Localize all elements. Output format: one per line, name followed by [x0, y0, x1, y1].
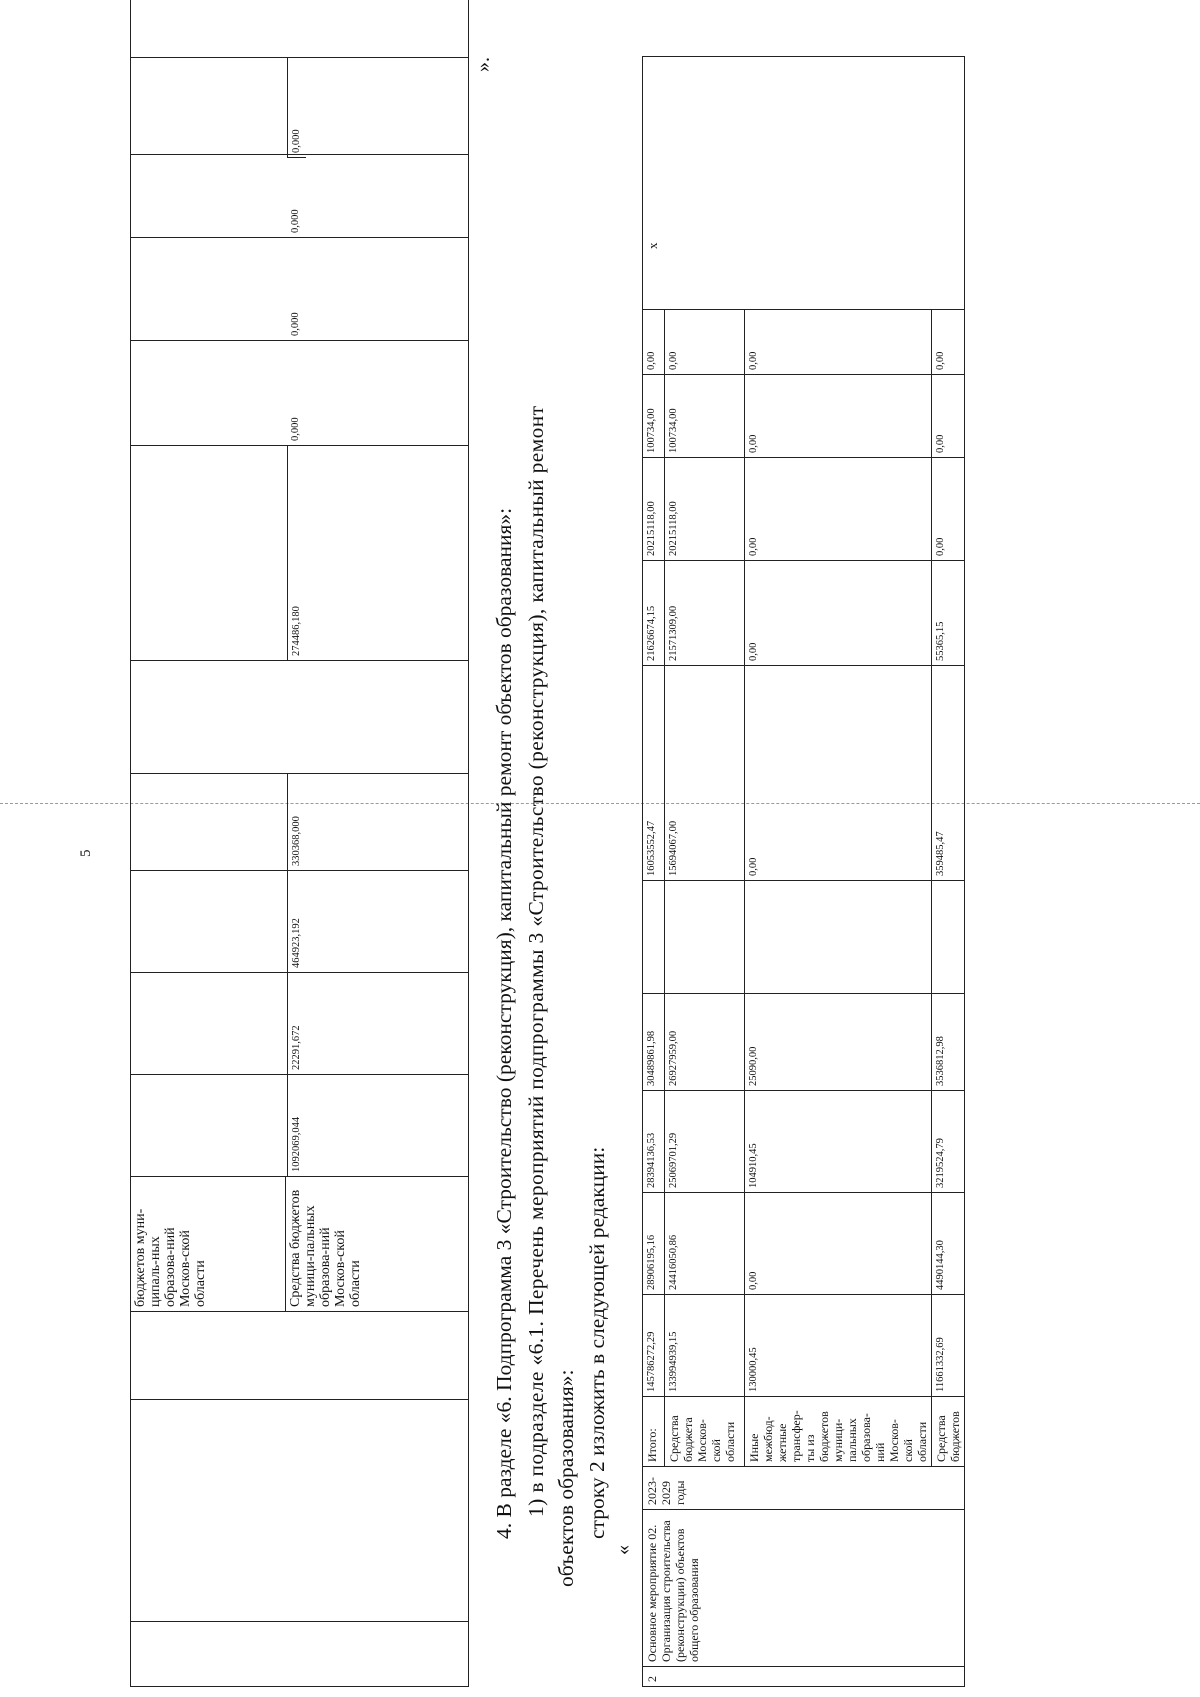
- top-col-measure: [131, 1400, 469, 1622]
- municipal-last: 0,00: [932, 310, 965, 375]
- total-empty: [643, 881, 665, 994]
- total-last: 0,00: [643, 310, 665, 375]
- transfers-2024: 104910,45: [745, 1091, 932, 1193]
- municipal-2027: 55365,15: [932, 561, 965, 666]
- top-value-last: 0,000: [287, 58, 306, 158]
- municipal-2028: 0,00: [932, 458, 965, 561]
- source-regional-label: Средства бюджета Москов-ской области: [665, 1397, 745, 1467]
- top-value-cell: [131, 446, 469, 661]
- paragraph-subsection-1b: объектов образования»:: [554, 1369, 578, 1587]
- total-2023: 28906195,16: [643, 1193, 665, 1295]
- row-number: 2: [643, 1667, 965, 1687]
- regional-empty: [665, 881, 745, 994]
- total-2025: 30489861,98: [643, 994, 665, 1091]
- transfers-2027: 0,00: [745, 561, 932, 666]
- top-value-cell: [131, 774, 469, 871]
- source-transfers-label: Иные межбюд-жетные трансфер-ты из бюджетов муници-пальных образова-ний Москов-ской области: [745, 1397, 932, 1467]
- top-value-total: 1092069,044: [287, 1075, 306, 1176]
- regional-2024: 25069701,29: [665, 1091, 745, 1193]
- transfers-2026: 0,00: [745, 666, 932, 881]
- page-number: 5: [78, 849, 94, 857]
- municipal-2023: 4490144,30: [932, 1193, 965, 1295]
- top-value-2027: 0,000: [290, 417, 301, 441]
- top-value-cell: [131, 58, 469, 155]
- municipal-all: 11661332,69: [932, 1295, 965, 1397]
- regional-2029: 100734,00: [665, 375, 745, 458]
- top-source-upper: бюджетов муни-ципаль-ных образова-ний Москов-ской области: [133, 1208, 208, 1307]
- top-value-cell: [131, 155, 469, 238]
- closing-quote: ».: [472, 57, 494, 72]
- regional-2028: 20215118,00: [665, 458, 745, 561]
- top-table: [130, 0, 469, 1687]
- municipal-2025: 3536812,98: [932, 994, 965, 1091]
- transfers-last: 0,00: [745, 310, 932, 375]
- executor: х: [643, 57, 965, 310]
- measure-name: Основное мероприятие 02. Организация строительства (реконструкции) объектов общего образования: [643, 1510, 965, 1667]
- municipal-empty: [932, 881, 965, 994]
- regional-2027: 21571309,00: [665, 561, 745, 666]
- paragraph-subsection-1a: 1) в подразделе «6.1. Перечень мероприятий подпрограммы 3 «Строительство (реконструкция), капитальный ремонт: [524, 405, 548, 1517]
- top-source-cell: [131, 1177, 469, 1312]
- transfers-2023: 0,00: [745, 1193, 932, 1295]
- transfers-2028: 0,00: [745, 458, 932, 561]
- top-value-cell: [131, 661, 469, 774]
- municipal-2029: 0,00: [932, 375, 965, 458]
- total-2029: 100734,00: [643, 375, 665, 458]
- transfers-empty: [745, 881, 932, 994]
- regional-all: 133994939,15: [665, 1295, 745, 1397]
- top-source-lower: Средства бюджетов муници-пальных образова-ний Москов-ской области: [285, 1177, 465, 1311]
- top-value-cell: [131, 238, 469, 341]
- top-value-2026: 274486,180: [287, 446, 306, 660]
- transfers-2029: 0,00: [745, 375, 932, 458]
- regional-2025: 26927959,00: [665, 994, 745, 1091]
- paragraph-section-4: 4. В разделе «6. Подпрограмма 3 «Строительство (реконструкция), капитальный ремонт объектов образования»:: [492, 507, 516, 1539]
- regional-last: 0,00: [665, 310, 745, 375]
- regional-2023: 24416050,86: [665, 1193, 745, 1295]
- transfers-all: 130000,45: [745, 1295, 932, 1397]
- top-value-cell: [131, 871, 469, 973]
- period: 2023-2029 годы: [643, 1467, 965, 1510]
- top-col-executor: [131, 0, 469, 58]
- municipal-2026: 359485,47: [932, 666, 965, 881]
- top-value-cell: [131, 341, 469, 446]
- top-value-2024: 464923,192: [287, 871, 306, 972]
- top-value-empty: [287, 661, 293, 773]
- paragraph-row-2: строку 2 изложить в следующей редакции:: [585, 1146, 609, 1539]
- source-total-label: Итого:: [643, 1397, 665, 1467]
- regional-2026: 15694067,00: [665, 666, 745, 881]
- total-2026: 16053552,47: [643, 666, 665, 881]
- top-value-2025: 330368,000: [287, 774, 306, 870]
- transfers-2025: 25090,00: [745, 994, 932, 1091]
- opening-quote: «: [612, 1545, 634, 1555]
- top-col-number: [131, 1622, 469, 1687]
- total-2024: 28394136,53: [643, 1091, 665, 1193]
- top-value-2029: 0,000: [290, 209, 301, 233]
- total-2028: 20215118,00: [643, 458, 665, 561]
- municipal-2024: 3219524,79: [932, 1091, 965, 1193]
- top-value-2028: 0,000: [290, 312, 301, 336]
- total-all: 145786272,29: [643, 1295, 665, 1397]
- top-col-period: [131, 1312, 469, 1400]
- total-2027: 21626674,15: [643, 561, 665, 666]
- source-municipal-label: Средства бюджетов: [932, 1397, 965, 1467]
- top-value-cell: [131, 1075, 469, 1177]
- top-value-2023: 22291,672: [287, 973, 306, 1074]
- top-value-cell: [131, 973, 469, 1075]
- bottom-table: [642, 56, 965, 1687]
